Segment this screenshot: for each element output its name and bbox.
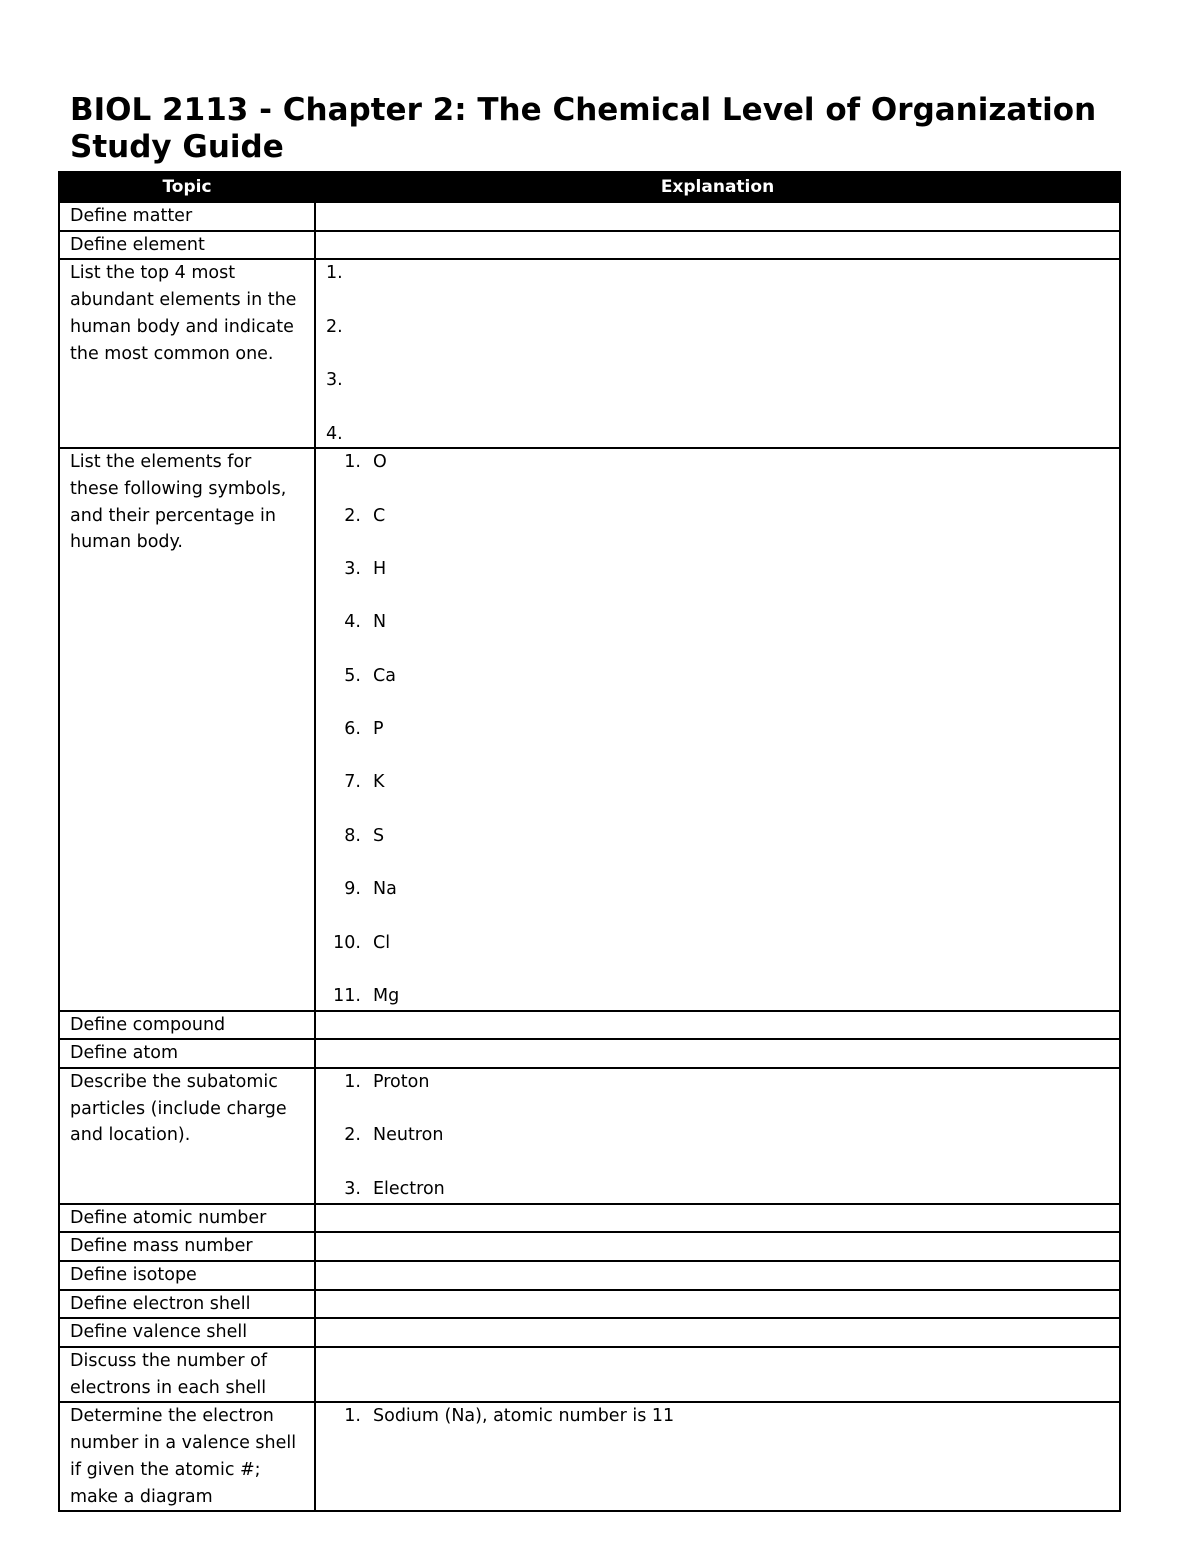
item-text: Cl <box>373 932 391 953</box>
item-text: Na <box>373 879 397 900</box>
table-row <box>59 1232 1120 1261</box>
table-row <box>59 202 1120 231</box>
item-text: Neutron <box>373 1125 444 1146</box>
table-row <box>59 1039 1120 1068</box>
answer-cell[interactable] <box>315 1068 1120 1203</box>
item-text: O <box>373 452 387 473</box>
item-number: 6. <box>344 719 361 740</box>
answer-cell[interactable] <box>315 1261 1120 1290</box>
numbered-list <box>326 449 1109 1009</box>
topic-cell: Define mass number <box>59 1232 315 1261</box>
list-item: 1. <box>326 263 343 284</box>
item-number: 11. <box>333 985 361 1006</box>
table-row <box>59 1068 1120 1203</box>
item-text: Ca <box>373 665 396 686</box>
list-item <box>326 1069 1109 1096</box>
answer-cell[interactable] <box>315 259 1120 448</box>
table-row <box>59 448 1120 1010</box>
list-item <box>326 556 1109 583</box>
list-item <box>326 1176 1109 1203</box>
title-line-1: BIOL 2113 - Chapter 2: The Chemical Level of Organization <box>70 92 1097 128</box>
list-item <box>326 449 1109 476</box>
list-item <box>326 503 1109 530</box>
item-number: 3. <box>344 1178 361 1199</box>
item-number: 8. <box>344 825 361 846</box>
table-row <box>59 1204 1120 1233</box>
item-text: S <box>373 825 385 846</box>
table-row <box>59 259 1120 448</box>
item-number: 4. <box>344 612 361 633</box>
answer-cell[interactable] <box>315 1204 1120 1233</box>
table-row <box>59 231 1120 260</box>
item-number: 1. <box>344 1072 361 1093</box>
item-number: 7. <box>344 772 361 793</box>
topic-cell: Define matter <box>59 202 315 231</box>
topic-cell: List the elements for these following symbols, and their percentage in human body. <box>59 448 315 1010</box>
item-number: 1. <box>344 452 361 473</box>
item-number: 1. <box>344 1406 361 1427</box>
list-item: 3. <box>326 370 343 391</box>
list-item <box>326 1122 1109 1149</box>
table-row <box>59 1402 1120 1511</box>
answer-cell[interactable] <box>315 1039 1120 1068</box>
list-item <box>326 983 1109 1010</box>
answer-cell[interactable] <box>315 231 1120 260</box>
title-line-2: Study Guide <box>70 129 284 165</box>
list-item <box>326 769 1109 796</box>
item-text: Electron <box>373 1178 445 1199</box>
item-number: 2. <box>344 1125 361 1146</box>
table-row <box>59 1011 1120 1040</box>
explanation-header: Explanation <box>315 172 1120 202</box>
item-number: 10. <box>333 932 361 953</box>
answer-cell[interactable] <box>315 1290 1120 1319</box>
answer-cell[interactable] <box>315 1232 1120 1261</box>
topic-cell: Discuss the number of electrons in each shell <box>59 1347 315 1402</box>
item-text: Proton <box>373 1072 430 1093</box>
answer-cell[interactable] <box>315 1318 1120 1347</box>
study-guide-table <box>58 171 1121 1512</box>
table-row <box>59 1261 1120 1290</box>
list-item <box>326 716 1109 743</box>
numbered-list <box>326 1403 1109 1430</box>
topic-cell: Determine the electron number in a valence shell if given the atomic #; make a diagram <box>59 1402 315 1511</box>
answer-cell[interactable] <box>315 448 1120 1010</box>
answer-cell[interactable] <box>315 1347 1120 1402</box>
item-number: 3. <box>344 558 361 579</box>
list-item: 4. <box>326 423 343 444</box>
topic-cell: List the top 4 most abundant elements in the human body and indicate the most common one. <box>59 259 315 448</box>
list-item <box>326 823 1109 850</box>
topic-cell: Define atom <box>59 1039 315 1068</box>
table-row <box>59 1318 1120 1347</box>
item-text: C <box>373 505 386 526</box>
item-text: K <box>373 772 385 793</box>
item-text: P <box>373 719 384 740</box>
item-text: Mg <box>373 985 400 1006</box>
item-text: H <box>373 558 387 579</box>
item-number: 5. <box>344 665 361 686</box>
answer-cell[interactable] <box>315 1011 1120 1040</box>
numbered-list <box>326 1069 1109 1202</box>
table-row <box>59 1290 1120 1319</box>
item-text: N <box>373 612 387 633</box>
list-item <box>326 663 1109 690</box>
list-item <box>326 1403 1109 1430</box>
table-row <box>59 1347 1120 1402</box>
topic-cell: Define element <box>59 231 315 260</box>
topic-cell: Define atomic number <box>59 1204 315 1233</box>
topic-header: Topic <box>59 172 315 202</box>
topic-cell: Define electron shell <box>59 1290 315 1319</box>
list-item: 2. <box>326 316 343 337</box>
document-title <box>70 92 1150 166</box>
list-item <box>326 930 1109 957</box>
list-item <box>326 609 1109 636</box>
item-number: 9. <box>344 879 361 900</box>
answer-cell[interactable] <box>315 202 1120 231</box>
list-item <box>326 876 1109 903</box>
item-text: Sodium (Na), atomic number is 11 <box>373 1406 675 1427</box>
numbered-list <box>326 260 1109 447</box>
item-number: 2. <box>344 505 361 526</box>
topic-cell: Describe the subatomic particles (include charge and location). <box>59 1068 315 1203</box>
topic-cell: Define isotope <box>59 1261 315 1290</box>
topic-cell: Define compound <box>59 1011 315 1040</box>
answer-cell[interactable] <box>315 1402 1120 1511</box>
header-row <box>59 172 1120 202</box>
topic-cell: Define valence shell <box>59 1318 315 1347</box>
